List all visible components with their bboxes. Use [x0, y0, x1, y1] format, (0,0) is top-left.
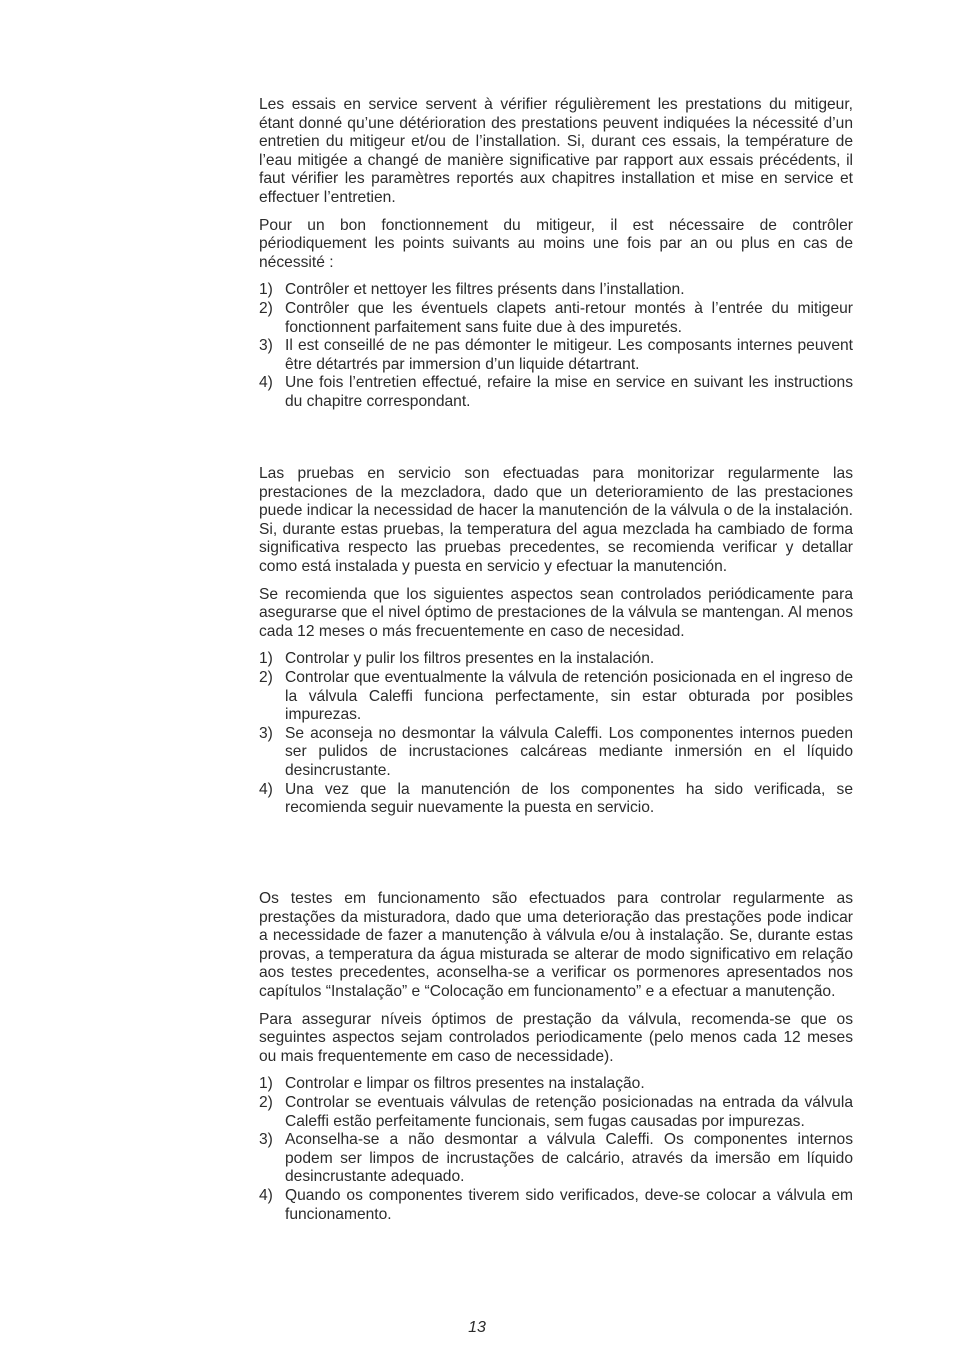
list-item	[259, 281, 853, 300]
french-checks-paragraph: Pour un bon fonctionnement du mitigeur, il est nécessaire de contrôler périodiquement les points suivants au moins une fois par an ou plus en cas de nécessité :	[259, 216, 853, 271]
list-item	[259, 300, 853, 337]
list-item-text: Controlar e limpar os filtros presentes na instalação.	[285, 1075, 645, 1093]
portuguese-checks-paragraph: Para assegurar níveis óptimos de prestação da válvula, recomenda-se que os seguintes aspectos sejam controlados periodicamente (pelo menos cada 12 meses ou mais frequentemente em caso de necessidade).	[259, 1010, 853, 1065]
list-item	[259, 669, 853, 725]
list-item-number: 4)	[259, 374, 273, 392]
list-item	[259, 337, 853, 374]
list-item	[259, 650, 853, 669]
portuguese-checklist	[259, 1075, 853, 1224]
spanish-checks-paragraph: Se recomienda que los siguientes aspectos sean controlados periódicamente para asegurarse que el nivel óptimo de prestaciones de la válvula se mantengan. Al menos cada 12 meses o más frecuentemente en caso de necesidad.	[259, 585, 853, 640]
list-item-number: 2)	[259, 668, 273, 686]
list-item-text: Quando os componentes tiverem sido verificados, deve-se colocar a válvula em funcionamento.	[285, 1186, 853, 1223]
list-item-text: Una vez que la manutención de los componentes ha sido verificada, se recomienda seguir nuevamente la puesta en servicio.	[285, 780, 853, 817]
list-item-number: 1)	[259, 650, 273, 668]
page-number: 13	[468, 1319, 486, 1336]
portuguese-maintenance-section	[259, 890, 853, 1224]
list-item-number: 4)	[259, 780, 273, 798]
spanish-intro-paragraph: Las pruebas en servicio son efectuadas para monitorizar regularmente las prestaciones de la mezcladora, dado que un deterioramiento de las prestaciones puede indicar la necessidad de hacer la manutención de la válvula o de la instalación. Si, durante estas pruebas, la temperatura del agua mezclada ha cambiado de forma significativa respecto las pruebas precedentes, se recomienda verificar y detallar como está instalada y puesta en servicio y efectuar la manutención.	[259, 465, 853, 575]
list-item-text: Controlar y pulir los filtros presentes en la instalación.	[285, 650, 655, 668]
list-item-number: 2)	[259, 1093, 273, 1111]
spanish-checklist	[259, 650, 853, 817]
french-checklist	[259, 281, 853, 411]
list-item-text: Aconselha-se a não desmontar a válvula Caleffi. Os componentes internos podem ser limpos de incrustações de calcário, através da imersão em líquido desincrustante adequado.	[285, 1131, 853, 1186]
list-item-text: Contrôler et nettoyer les filtres présents dans l’installation.	[285, 281, 685, 299]
list-item-text: Controlar que eventualmente la válvula de retención posicionada en el ingreso de la válvula Caleffi funciona perfectamente, sin estar obturada por posibles impurezas.	[285, 668, 853, 724]
french-intro-paragraph: Les essais en service servent à vérifier régulièrement les prestations du mitigeur, étant donné qu’une détérioration des prestations peuvent indiquées la nécessité d’un entretien du mitigeur et/ou de l’installation. Si, durant ces essais, la température de l’eau mitigée a changé de manière significative par rapport aux essais précédents, il faut vérifier les paramètres reportés aux chapitres installation et mise en service et effectuer l’entretien.	[259, 96, 853, 206]
list-item	[259, 374, 853, 411]
list-item-text: Il est conseillé de ne pas démonter le mitigeur. Les composants internes peuvent être détartrés par immersion d’un liquide détartrant.	[285, 337, 853, 373]
list-item-text: Contrôler que les éventuels clapets anti-retour montés à l’entrée du mitigeur fonctionnent parfaitement sans fuite due à des impuretés.	[285, 299, 853, 336]
list-item	[259, 781, 853, 818]
list-item-text: Une fois l’entretien effectué, refaire la mise en service en suivant les instructions du chapitre correspondant.	[285, 374, 853, 410]
list-item	[259, 1094, 853, 1131]
portuguese-intro-paragraph: Os testes em funcionamento são efectuados para controlar regularmente as prestações da misturadora, dado que uma deterioração das prestações pode indicar a necessidade de fazer a manutenção à válvula e/ou à instalação. Se, durante estas provas, a temperatura da água misturada se alterar de modo significativo em relação aos testes precedentes, aconselha-se a verificar os pormenores apresentados nos capítulos “Instalação” e “Colocação em funcionamento” e a efectuar a manutenção.	[259, 890, 853, 1000]
french-maintenance-section	[259, 96, 853, 412]
list-item-number: 4)	[259, 1186, 273, 1204]
list-item-number: 3)	[259, 724, 273, 742]
list-item-number: 2)	[259, 299, 273, 317]
list-item-text: Se aconseja no desmontar la válvula Caleffi. Los componentes internos pueden ser pulidos de incrustaciones calcáreas mediante inmersión en el líquido desincrustante.	[285, 724, 853, 779]
spanish-maintenance-section	[259, 465, 853, 818]
list-item-number: 1)	[259, 1075, 273, 1093]
list-item	[259, 1187, 853, 1224]
list-item	[259, 725, 853, 781]
list-item-number: 1)	[259, 281, 273, 299]
list-item	[259, 1131, 853, 1187]
list-item-number: 3)	[259, 337, 273, 355]
list-item	[259, 1075, 853, 1094]
list-item-number: 3)	[259, 1131, 273, 1149]
list-item-text: Controlar se eventuais válvulas de retenção posicionadas na entrada da válvula Caleffi estão perfeitamente funcionais, sem fugas causadas por impurezas.	[285, 1093, 853, 1130]
